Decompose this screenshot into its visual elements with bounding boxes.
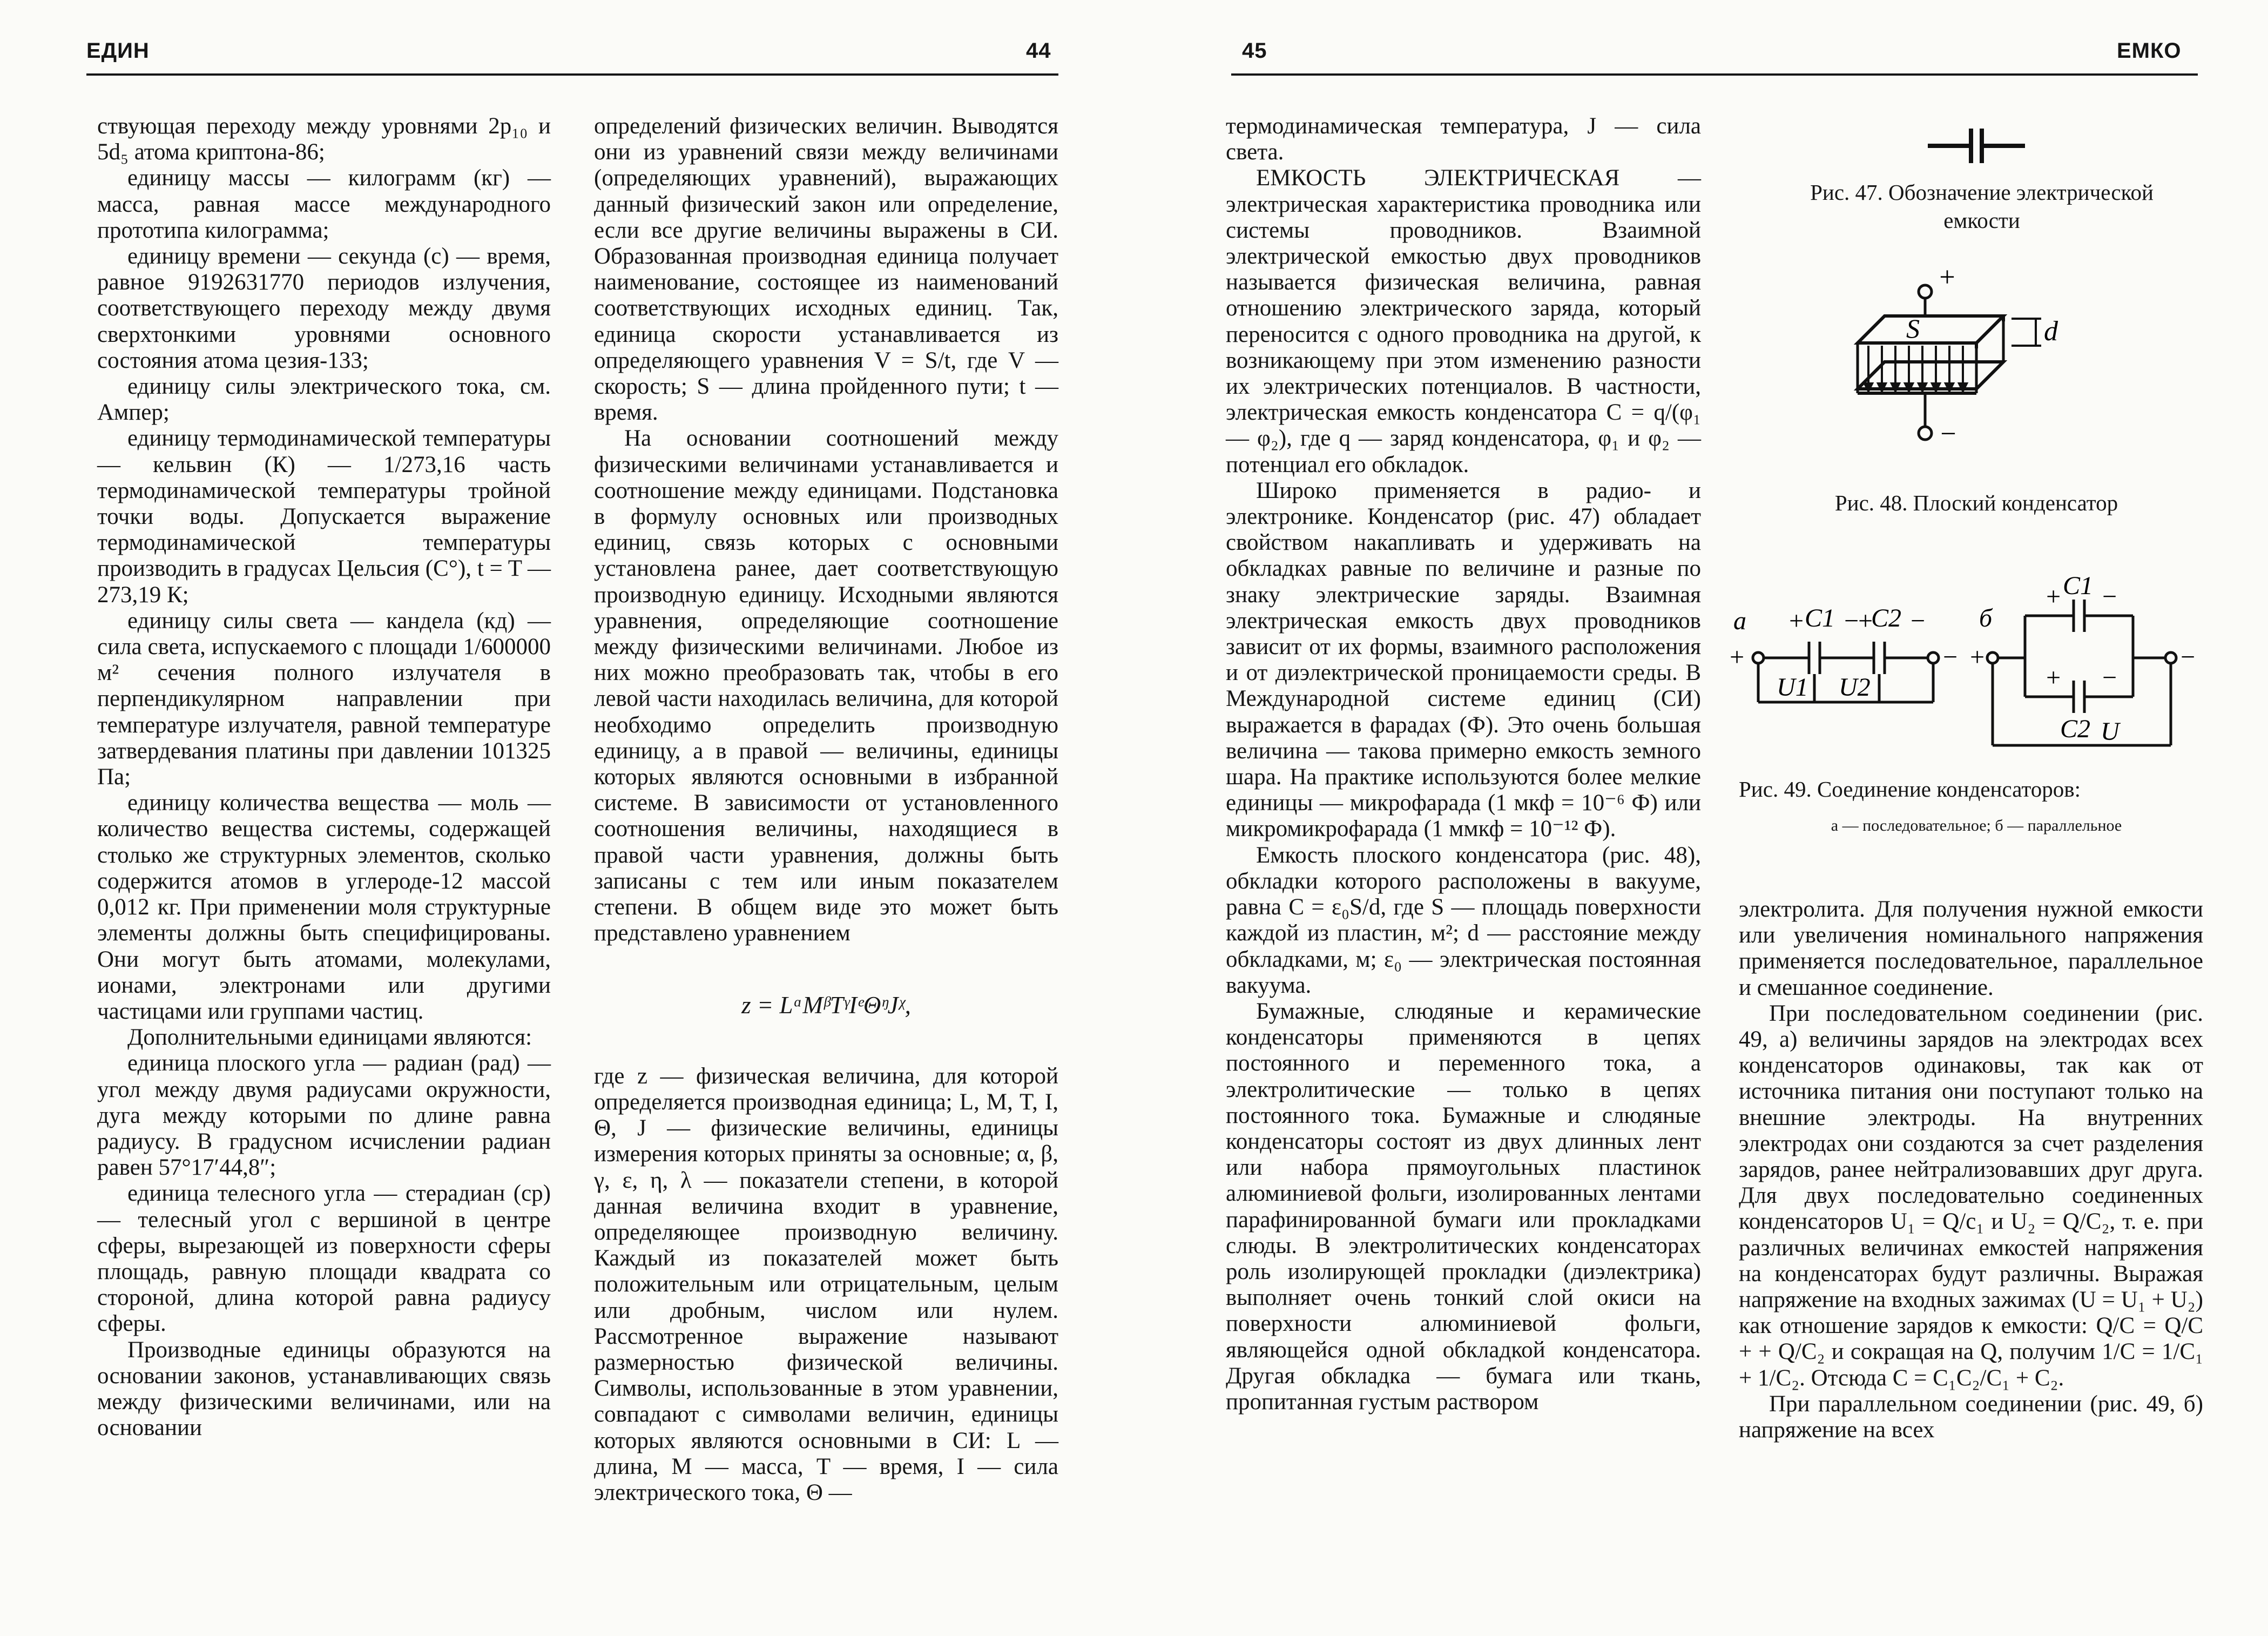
- fig49-plus: +: [1968, 643, 1986, 671]
- paragraph: Дополнительными единицами являются:: [127, 1025, 532, 1051]
- fig49-label-b: б: [1979, 604, 1993, 632]
- flat-capacitor-figure: [1825, 265, 2128, 459]
- fig49-c2-series: C2: [1871, 604, 1902, 632]
- paragraph: единица телесного угла — стерадиан (ср) — телесный угол с вершиной в центре сферы, вырезающей из поверхности сферы площадь, равную площади квадрата со стороной, длина которой равна радиусу сферы.: [97, 1181, 551, 1337]
- fig48-plus: +: [1938, 265, 1957, 293]
- paragraph: Широко применяется в радио- и электронике. Конденсатор (рис. 47) обладает свойством накапливать и удерживать на обкладках равные по величине и разные по знаку электрические заряды. Взаимная электрическая емкость двух проводников зависит от их формы, взаимного расположения и от диэлектрической проницаемости среды. В Международной системе единиц (СИ) выражается в фарадах (Ф). Это очень большая величина — такова примерно емкость земного шара. На практике используются более мелкие единицы — микрофарада (1 мкф = 10⁻⁶ Ф) или микромикрофарада (1 ммкф = 10⁻¹² Ф).: [1226, 477, 1701, 842]
- fig48-s-label: S: [1906, 313, 1920, 344]
- paragraph: определений физических величин. Выводятся они из уравнений связи между величинами (определяющих уравнений), выражающих данный физический закон или определение, если все другие величины выражены в СИ. Образованная производная единица получает наименование, состоящее из наименований соответствующих исходных единиц. Так, единица скорости устанавливается из определяющего уравнения V = S/t, где V — скорость; S — длина пройденного пути; t — время.: [594, 113, 1058, 426]
- paragraph: Емкость плоского конденсатора (рис. 48), обкладки которого расположены в вакууме, равна C = ε₀S/d, где S — площадь поверхности каждой из пластин, м²; d — расстояние между обкладками, м; ε₀ — электрическая постоянная вакуума.: [1226, 842, 1701, 998]
- fig49-plus: +: [2044, 582, 2062, 611]
- paragraph: единицу силы электрического тока, см. Ампер;: [97, 374, 551, 426]
- paragraph: термодинамическая температура, J — сила света.: [1226, 113, 1701, 165]
- fig48-d-label: d: [2044, 316, 2058, 347]
- right-page-number: 45: [1242, 39, 1267, 63]
- fig49-plus: +: [2044, 663, 2062, 692]
- fig48-minus: −: [1939, 419, 1958, 449]
- fig49-minus: −: [2179, 643, 2197, 671]
- left-page-number: 44: [1026, 39, 1051, 63]
- capacitor-connection-figure: [1723, 573, 2209, 762]
- paragraph: единицу количества вещества — моль — количество вещества системы, содержащей столько же структурных элементов, сколько содержится атомов в углероде-12 массой 0,012 кг. При применении моля структурные элементы должны быть специфицированы. Они могут быть атомами, молекулами, ионами, электронами или другими частицами или группами частиц.: [97, 790, 551, 1024]
- right-column-1: [1226, 113, 1701, 1415]
- left-header-rule: [86, 73, 1058, 76]
- fig47-caption: Рис. 47. Обозначение электрической емкости: [1810, 180, 2154, 233]
- dimension-formula: z = LᵅMᵝTᵞIᵉΘᵑJᵡ,: [741, 991, 911, 1019]
- paragraph: При параллельном соединении (рис. 49, б) напряжение на всех: [1739, 1391, 2203, 1443]
- fig49-c1-series: C1: [1805, 604, 1835, 632]
- right-header-word: ЕМКО: [2117, 39, 2182, 63]
- fig48-caption: Рис. 48. Плоский конденсатор: [1834, 490, 2118, 515]
- fig49-minus: −: [1941, 643, 1959, 671]
- fig49-plus: +: [1787, 607, 1805, 635]
- paragraph: ствующая переходу между уровнями 2p₁₀ и 5d₅ атома криптона-86;: [97, 113, 551, 165]
- fig49-caption: Рис. 49. Соединение конденсаторов:: [1739, 777, 2081, 802]
- fig49-subcaption: а — последовательное; б — параллельное: [1831, 817, 2122, 834]
- right-column-2: [1739, 897, 2203, 1443]
- paragraph: единицу массы — килограмм (кг) — масса, равная массе международного прототипа килограмма;: [97, 165, 551, 243]
- paragraph: единицу силы света — кандела (кд) — сила света, испускаемого с площади 1/600000 м² сечения полного излучателя в перпендикулярном направлении при температуре излучателя, равной температуре затвердевания платины при давлении 101325 Па;: [97, 608, 551, 790]
- paragraph: Производные единицы образуются на основании законов, устанавливающих связь между физическими величинами, или на основании: [97, 1337, 551, 1441]
- fig49-minus: −: [1909, 607, 1927, 635]
- fig49-minus: −: [2101, 663, 2118, 692]
- paragraph: единицу термодинамической температуры — кельвин (К) — 1/273,16 часть термодинамической температуры тройной точки воды. Допускается выражение термодинамической температуры производить в градусах Цельсия (С°), t = T — 273,19 К;: [97, 426, 551, 608]
- left-column-1: [97, 113, 551, 1441]
- fig49-label-a: а: [1733, 607, 1746, 635]
- left-header-word: ЕДИН: [86, 39, 150, 63]
- fig49-plus: +: [1728, 643, 1746, 671]
- fig49-c2-parallel: C2: [2060, 715, 2091, 743]
- paragraph: единица плоского угла — радиан (рад) — угол между двумя радиусами окружности, дуга между которыми по длине равна радиусу. В градусном исчислении радиан равен 57°17′44,8″;: [97, 1051, 551, 1181]
- left-column-2: [594, 113, 1058, 1506]
- fig49-u1: U1: [1777, 673, 1808, 702]
- paragraph: При последовательном соединении (рис. 49, а) величины зарядов на электродах всех конденсаторов одинаковы, так как от источника питания они поступают только на внешние электроды. На внутренних электродах они создаются за счет разделения зарядов, ранее нейтрализовавших друг друга. Для двух последовательно соединенных конденсаторов U₁ = Q/c₁ и U₂ = Q/C₂, т. е. при различных величинах емкостей напряжения на конденсаторах будут различны. Выражая напряжение на входных зажимах (U = U₁ + U₂) как отношение зарядов к емкости: Q/C = Q/C + + Q/C₂ и сокращая на Q, получим 1/C = 1/C₁ + 1/C₂. Отсюда C = C₁C₂/C₁ + C₂.: [1739, 1000, 2203, 1391]
- paragraph: электролита. Для получения нужной емкости или увеличения номинального напряжения применяется последовательное, параллельное и смешанное соединение.: [1739, 897, 2203, 1000]
- paragraph: На основании соотношений между физическими величинами устанавливается и соотношение между единицами. Подстановка в формулу основных или производных единиц, связь которых с основными установлена ранее, дает соответствующую производную единицу. Исходными являются уравнения, определяющие соотношение между физическими величинами. Любое из них можно преобразовать так, чтобы в его левой части находилась величина, для которой необходимо определить производную единицу, а в правой — величины, единицы которых являются основными в избранной системе. В зависимости от установленного соотношения величины, находящиеся в правой части уравнения, должны быть записаны с тем или иным показателем степени. В общем виде это может быть представлено уравнением: [594, 426, 1058, 946]
- paragraph: единицу времени — секунда (с) — время, равное 9192631770 периодов излучения, соответствующего переходу между двумя сверхтонкими уровнями основного состояния атома цезия-133;: [97, 244, 551, 373]
- fig49-u: U: [2101, 717, 2120, 746]
- article-paragraph: ЕМКОСТЬ ЭЛЕКТРИЧЕСКАЯ — электрическая характеристика проводника или системы проводников. Взаимной электрической емкостью двух проводников называется физическая величина, равная отношению электрического заряда, который переносится с одного проводника на другой, к возникающему при этом изменению разности их электрических потенциалов. В частности, электрическая емкость конденсатора C = q/(φ₁ — φ₂), где q — заряд конденсатора, φ₁ и φ₂ — потенциал его обкладок.: [1226, 165, 1701, 477]
- fig49-c1-parallel: C1: [2063, 573, 2094, 600]
- right-header-rule: [1231, 73, 2198, 76]
- fig49-u2: U2: [1839, 673, 1871, 702]
- fig49-minus: −: [2101, 582, 2118, 611]
- fig49-minus: −: [1842, 607, 1860, 635]
- paragraph: где z — физическая величина, для которой определяется производная единица; L, M, T, I, Θ, J — физические величины, единицы измерения которых приняты за основные; α, β, γ, ε, η, λ — показатели степени, в которой данная величина входит в уравнение, определяющее производную величину. Каждый из показателей может быть положительным или отрицательным, целым или дробным, числом или нулем. Рассмотренное выражение называют размерностью физической величины. Символы, использованные в этом уравнении, совпадают с символами величин, единицы которых являются основными в СИ: L — длина, M — масса, T — время, I — сила электрического тока, Θ —: [594, 1063, 1058, 1505]
- fig49-plus: +: [1857, 607, 1874, 635]
- paragraph: Бумажные, слюдяные и керамические конденсаторы применяются в цепях постоянного и переменного тока, а электролитические — только в цепях постоянного тока. Бумажные и слюдяные конденсаторы состоят из двух длинных лент или набора прямоугольных пластинок алюминиевой фольги, изолированных лентами парафинированной бумаги или прокладками слюды. В электролитических конденсаторах роль изолирующей прокладки (диэлектрика) выполняет очень тонкий слой окиси на поверхности алюминиевой фольги, являющейся одной обкладкой конденсатора. Другая обкладка — бумага или ткань, пропитанная густым раствором: [1226, 998, 1701, 1415]
- capacitor-symbol-figure: [1922, 124, 2030, 167]
